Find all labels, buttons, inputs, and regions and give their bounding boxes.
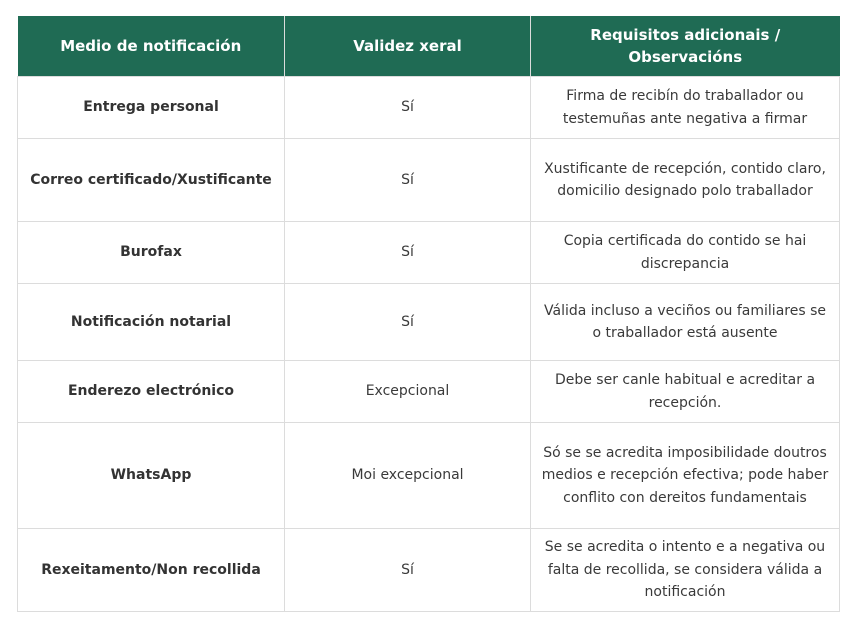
table-row xyxy=(18,284,840,361)
cell-observacions: Firma de recibín do traballador ou testemuñas ante negativa a firmar xyxy=(531,77,840,139)
header-validez: Validez xeral xyxy=(285,16,531,77)
cell-medio: Correo certificado/Xustificante xyxy=(18,139,285,222)
cell-observacions: Válida incluso a veciños ou familiares se o traballador está ausente xyxy=(531,284,840,361)
cell-medio: Notificación notarial xyxy=(18,284,285,361)
table-header-row xyxy=(18,16,840,77)
cell-medio: Rexeitamento/Non recollida xyxy=(18,529,285,612)
cell-medio: WhatsApp xyxy=(18,423,285,529)
notification-methods-table xyxy=(17,16,840,612)
cell-medio: Enderezo electrónico xyxy=(18,361,285,423)
cell-medio: Entrega personal xyxy=(18,77,285,139)
cell-observacions: Debe ser canle habitual e acreditar a recepción. xyxy=(531,361,840,423)
cell-observacions: Só se se acredita imposibilidade doutros medios e recepción efectiva; pode haber conflito con dereitos fundamentais xyxy=(531,423,840,529)
cell-validez: Sí xyxy=(285,529,531,612)
notification-table-container xyxy=(17,16,839,612)
cell-validez: Sí xyxy=(285,139,531,222)
cell-validez: Sí xyxy=(285,77,531,139)
table-row xyxy=(18,361,840,423)
cell-validez: Sí xyxy=(285,284,531,361)
table-row xyxy=(18,423,840,529)
header-medio: Medio de notificación xyxy=(18,16,285,77)
cell-validez: Excepcional xyxy=(285,361,531,423)
table-row xyxy=(18,77,840,139)
cell-observacions: Se se acredita o intento e a negativa ou falta de recollida, se considera válida a notificación xyxy=(531,529,840,612)
cell-medio: Burofax xyxy=(18,222,285,284)
table-row xyxy=(18,222,840,284)
table-row xyxy=(18,139,840,222)
cell-validez: Sí xyxy=(285,222,531,284)
table-row xyxy=(18,529,840,612)
cell-validez: Moi excepcional xyxy=(285,423,531,529)
header-observacions: Requisitos adicionais / Observacións xyxy=(531,16,840,77)
cell-observacions: Xustificante de recepción, contido claro, domicilio designado polo traballador xyxy=(531,139,840,222)
cell-observacions: Copia certificada do contido se hai discrepancia xyxy=(531,222,840,284)
